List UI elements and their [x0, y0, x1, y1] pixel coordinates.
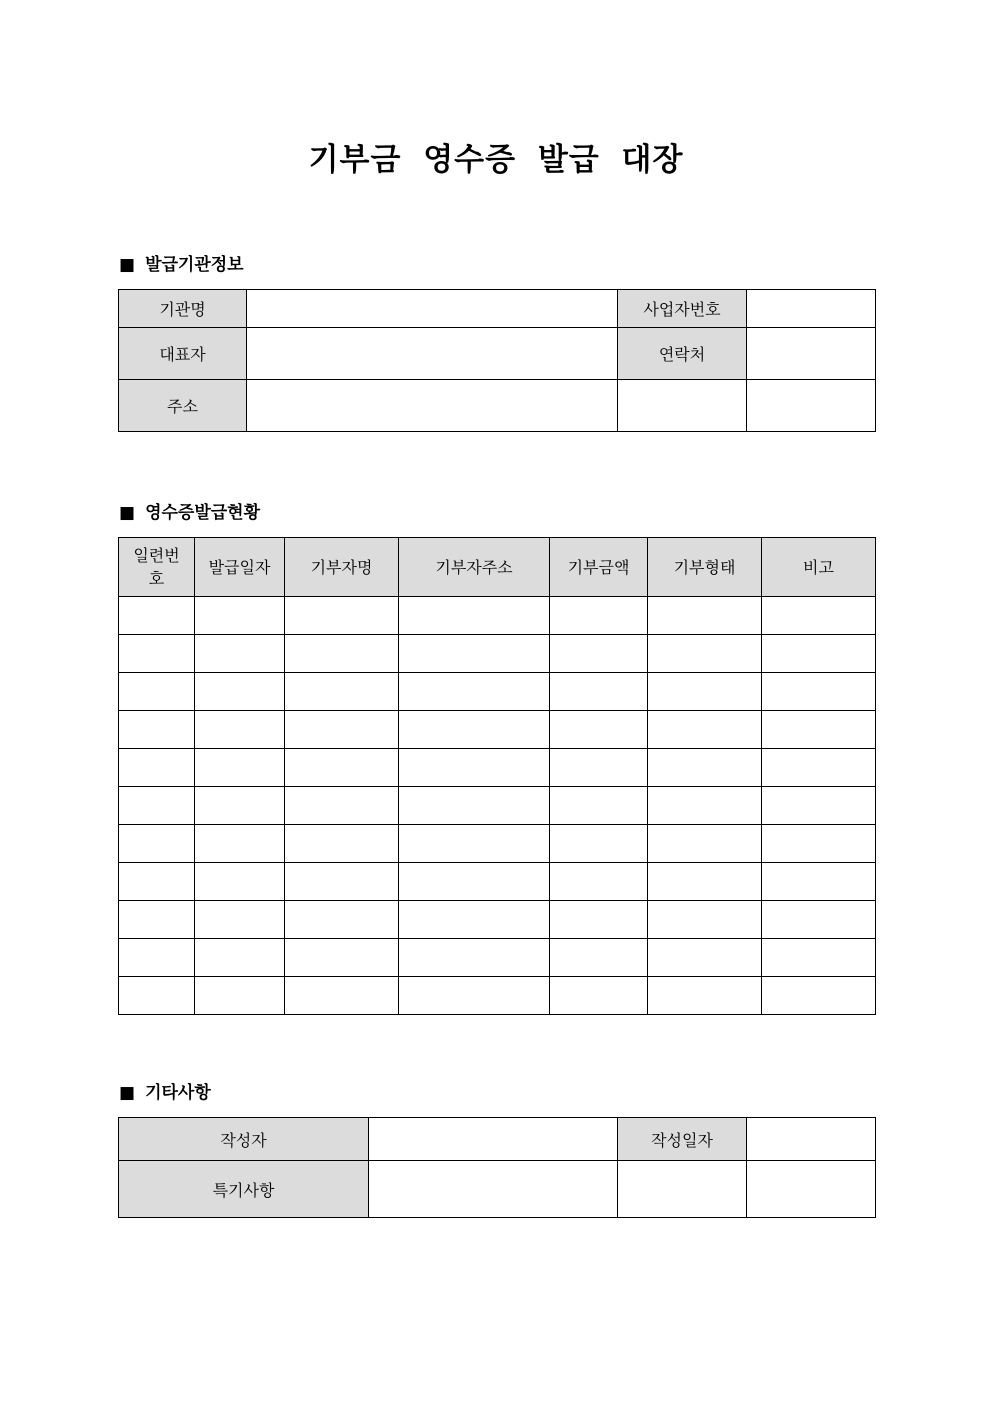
table-cell[interactable] [399, 749, 550, 787]
address-label: 주소 [119, 380, 247, 432]
representative-label: 대표자 [119, 328, 247, 380]
org-name-label: 기관명 [119, 290, 247, 328]
table-cell[interactable] [119, 597, 195, 635]
table-cell[interactable] [119, 673, 195, 711]
table-cell[interactable] [762, 825, 876, 863]
table-cell[interactable] [195, 597, 285, 635]
table-cell[interactable] [195, 787, 285, 825]
column-header-serial: 일련번호 [119, 538, 195, 597]
table-row [119, 749, 876, 787]
table-cell[interactable] [762, 787, 876, 825]
remarks-field[interactable] [369, 1161, 618, 1218]
contact-label: 연락처 [618, 328, 747, 380]
other-section-title: 기타사항 [145, 1083, 211, 1103]
table-cell[interactable] [762, 939, 876, 977]
table-cell[interactable] [648, 673, 762, 711]
table-cell[interactable] [399, 825, 550, 863]
table-cell[interactable] [762, 711, 876, 749]
table-cell[interactable] [648, 825, 762, 863]
table-cell[interactable] [399, 901, 550, 939]
table-cell[interactable] [648, 711, 762, 749]
table-row [119, 787, 876, 825]
table-row [119, 977, 876, 1015]
table-cell[interactable] [399, 711, 550, 749]
document-title: 기부금 영수증 발급 대장 [308, 142, 684, 178]
column-header-donation-type: 기부형태 [648, 538, 762, 597]
table-cell[interactable] [762, 977, 876, 1015]
table-cell[interactable] [195, 749, 285, 787]
table-cell[interactable] [399, 787, 550, 825]
table-cell[interactable] [285, 597, 399, 635]
table-cell[interactable] [648, 977, 762, 1015]
issuer-section-title: 발급기관정보 [145, 255, 244, 275]
table-cell[interactable] [550, 977, 648, 1015]
table-cell[interactable] [195, 825, 285, 863]
table-cell[interactable] [285, 635, 399, 673]
table-cell[interactable] [285, 977, 399, 1015]
remarks-extra-cell[interactable] [747, 1161, 876, 1218]
table-cell[interactable] [550, 825, 648, 863]
table-cell[interactable] [550, 597, 648, 635]
other-row-author [119, 1118, 876, 1161]
remarks-label: 특기사항 [119, 1161, 369, 1218]
author-field[interactable] [369, 1118, 618, 1161]
issuer-section-heading [119, 254, 244, 276]
table-row [119, 863, 876, 901]
table-cell[interactable] [399, 939, 550, 977]
table-row [119, 597, 876, 635]
table-cell[interactable] [762, 673, 876, 711]
table-row [119, 901, 876, 939]
issuance-section-heading [119, 502, 260, 524]
table-row [119, 711, 876, 749]
table-cell[interactable] [648, 787, 762, 825]
table-cell[interactable] [399, 597, 550, 635]
table-cell[interactable] [285, 787, 399, 825]
column-header-remarks: 비고 [762, 538, 876, 597]
org-name-field[interactable] [247, 290, 618, 328]
table-cell[interactable] [195, 863, 285, 901]
square-bullet-icon: ■ [119, 503, 136, 523]
table-cell[interactable] [648, 597, 762, 635]
table-cell[interactable] [762, 635, 876, 673]
author-label: 작성자 [119, 1118, 369, 1161]
table-cell[interactable] [550, 635, 648, 673]
table-cell[interactable] [762, 597, 876, 635]
other-row-remarks [119, 1161, 876, 1218]
table-cell[interactable] [648, 901, 762, 939]
table-cell[interactable] [550, 863, 648, 901]
table-cell[interactable] [119, 711, 195, 749]
table-cell[interactable] [648, 863, 762, 901]
written-date-field[interactable] [747, 1118, 876, 1161]
remarks-extra-cell[interactable] [618, 1161, 747, 1218]
table-cell[interactable] [119, 939, 195, 977]
column-header-donor-name: 기부자명 [285, 538, 399, 597]
table-cell[interactable] [119, 825, 195, 863]
table-row [119, 673, 876, 711]
table-cell[interactable] [399, 977, 550, 1015]
business-number-label: 사업자번호 [618, 290, 747, 328]
table-cell[interactable] [550, 711, 648, 749]
table-cell[interactable] [285, 863, 399, 901]
table-cell[interactable] [119, 977, 195, 1015]
issuance-header-row [119, 538, 876, 597]
table-row [119, 939, 876, 977]
issuer-info-table [118, 289, 876, 432]
table-cell[interactable] [119, 749, 195, 787]
issuance-section-title: 영수증발급현황 [145, 503, 261, 523]
table-row [119, 635, 876, 673]
table-cell[interactable] [119, 787, 195, 825]
table-cell[interactable] [399, 635, 550, 673]
square-bullet-icon: ■ [119, 255, 136, 275]
table-cell[interactable] [648, 939, 762, 977]
table-cell[interactable] [550, 787, 648, 825]
table-cell[interactable] [285, 673, 399, 711]
table-row [119, 825, 876, 863]
table-cell[interactable] [119, 635, 195, 673]
issuance-table [118, 537, 876, 1015]
table-cell[interactable] [762, 901, 876, 939]
issuer-row-org [119, 290, 876, 328]
table-cell[interactable] [195, 635, 285, 673]
business-number-field[interactable] [747, 290, 876, 328]
table-cell[interactable] [399, 863, 550, 901]
table-cell[interactable] [285, 749, 399, 787]
other-info-table [118, 1117, 876, 1218]
address-field[interactable] [247, 380, 618, 432]
square-bullet-icon: ■ [119, 1083, 136, 1103]
column-header-donor-address: 기부자주소 [399, 538, 550, 597]
representative-field[interactable] [247, 328, 618, 380]
table-cell[interactable] [195, 939, 285, 977]
other-section-heading [119, 1082, 211, 1104]
column-header-issue-date: 발급일자 [195, 538, 285, 597]
address-extra-cell[interactable] [747, 380, 876, 432]
table-cell[interactable] [550, 673, 648, 711]
table-cell[interactable] [550, 939, 648, 977]
table-cell[interactable] [195, 711, 285, 749]
contact-field[interactable] [747, 328, 876, 380]
table-cell[interactable] [285, 939, 399, 977]
issuance-table-body [119, 597, 876, 1015]
written-date-label: 작성일자 [618, 1118, 747, 1161]
table-cell[interactable] [285, 825, 399, 863]
table-cell[interactable] [550, 901, 648, 939]
table-cell[interactable] [648, 635, 762, 673]
table-cell[interactable] [195, 673, 285, 711]
table-cell[interactable] [762, 863, 876, 901]
table-cell[interactable] [285, 901, 399, 939]
table-cell[interactable] [195, 977, 285, 1015]
table-cell[interactable] [285, 711, 399, 749]
table-cell[interactable] [648, 749, 762, 787]
issuer-row-representative [119, 328, 876, 380]
table-cell[interactable] [762, 749, 876, 787]
table-cell[interactable] [119, 901, 195, 939]
table-cell[interactable] [550, 749, 648, 787]
table-cell[interactable] [195, 901, 285, 939]
address-extra-cell[interactable] [618, 380, 747, 432]
table-cell[interactable] [119, 863, 195, 901]
column-header-amount: 기부금액 [550, 538, 648, 597]
issuer-row-address [119, 380, 876, 432]
table-cell[interactable] [399, 673, 550, 711]
